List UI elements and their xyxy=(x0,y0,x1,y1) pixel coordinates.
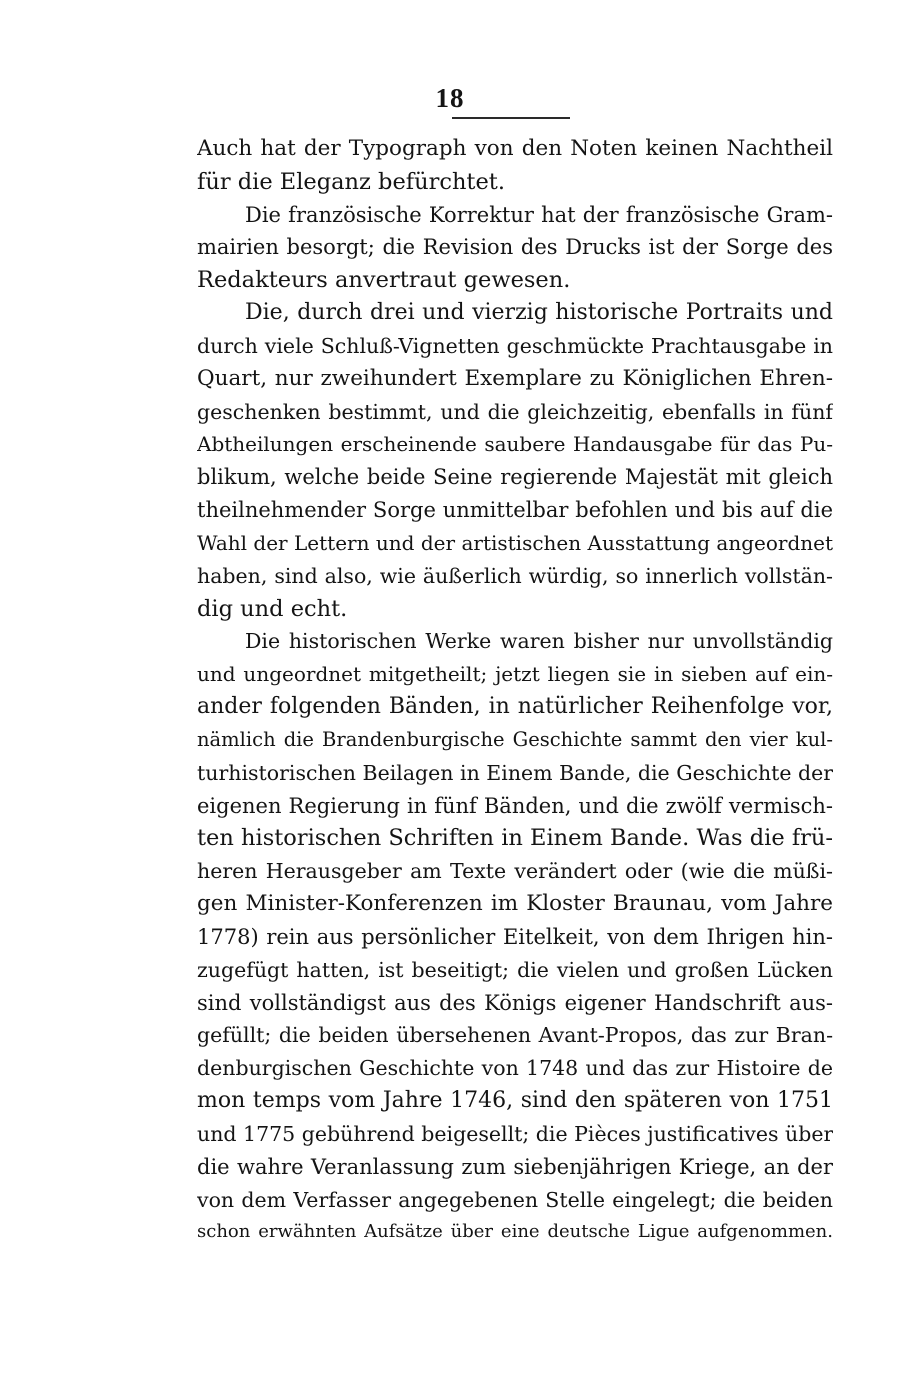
text-line: mairien besorgt; die Revision des Drucks ist der Sorge des xyxy=(197,235,833,260)
page-number: 18 xyxy=(435,83,465,113)
text-line: Die, durch drei und vierzig historische Portraits und xyxy=(245,300,833,326)
text-line: haben, sind also, wie äußerlich würdig, so innerlich vollstän- xyxy=(197,563,833,588)
text-line: für die Eleganz befürchtet. xyxy=(197,168,505,195)
text-line: schon erwähnten Aufsätze über eine deutsche Ligue aufgenommen. xyxy=(197,1221,833,1243)
text-line: Auch hat der Typograph von den Noten keinen Nachtheil xyxy=(197,136,833,161)
text-line: 1778) rein aus persönlicher Eitelkeit, von dem Ihrigen hin- xyxy=(197,924,833,949)
text-line: durch viele Schluß-Vignetten geschmückte Prachtausgabe in xyxy=(197,333,833,358)
text-line: Redakteurs anvertraut gewesen. xyxy=(197,267,571,294)
text-line: theilnehmender Sorge unmittelbar befohlen und bis auf die xyxy=(197,498,833,523)
text-line: gen Minister-Konferenzen im Kloster Braunau, vom Jahre xyxy=(197,891,833,917)
text-line: nämlich die Brandenburgische Geschichte sammt den vier kul- xyxy=(197,727,833,751)
header-rule xyxy=(452,117,570,119)
text-line: ten historischen Schriften in Einem Bande. Was die frü- xyxy=(197,825,833,852)
text-line: die wahre Veranlassung zum siebenjährigen Kriege, an der xyxy=(197,1154,833,1179)
text-line: Quart, nur zweihundert Exemplare zu Königlichen Ehren- xyxy=(197,365,833,391)
text-line: zugefügt hatten, ist beseitigt; die vielen und großen Lücken xyxy=(197,957,833,982)
text-line: eigenen Regierung in fünf Bänden, und die zwölf vermisch- xyxy=(197,793,833,818)
text-line: turhistorischen Beilagen in Einem Bande, die Geschichte der xyxy=(197,760,833,785)
text-line: sind vollständigst aus des Königs eigener Handschrift aus- xyxy=(197,990,833,1015)
text-line: Wahl der Lettern und der artistischen Ausstattung angeordnet xyxy=(197,530,833,555)
text-line: Abtheilungen erscheinende saubere Handausgabe für das Pu- xyxy=(197,432,833,457)
body-text xyxy=(197,133,833,1249)
text-line: heren Herausgeber am Texte verändert oder (wie die müßi- xyxy=(197,859,833,884)
text-line: mon temps vom Jahre 1746, sind den späteren von 1751 xyxy=(197,1088,833,1114)
text-line: von dem Verfasser angegebenen Stelle eingelegt; die beiden xyxy=(197,1187,833,1212)
text-line: denburgischen Geschichte von 1748 und das zur Histoire de xyxy=(197,1056,833,1081)
text-line: und ungeordnet mitgetheilt; jetzt liegen sie in sieben auf ein- xyxy=(197,662,833,687)
text-line: geschenken bestimmt, und die gleichzeitig, ebenfalls in fünf xyxy=(197,399,833,424)
text-line: und 1775 gebührend beigesellt; die Pièces justificatives über xyxy=(197,1121,833,1146)
text-line: ander folgenden Bänden, in natürlicher Reihenfolge vor, xyxy=(197,694,833,720)
text-line: Die historischen Werke waren bisher nur unvollständig xyxy=(245,629,833,654)
text-line: Die französische Korrektur hat der französische Gram- xyxy=(245,202,833,227)
text-line: dig und echt. xyxy=(197,595,348,622)
text-line: gefüllt; die beiden übersehenen Avant-Propos, das zur Bran- xyxy=(197,1023,833,1048)
text-line: blikum, welche beide Seine regierende Majestät mit gleich xyxy=(197,465,833,490)
